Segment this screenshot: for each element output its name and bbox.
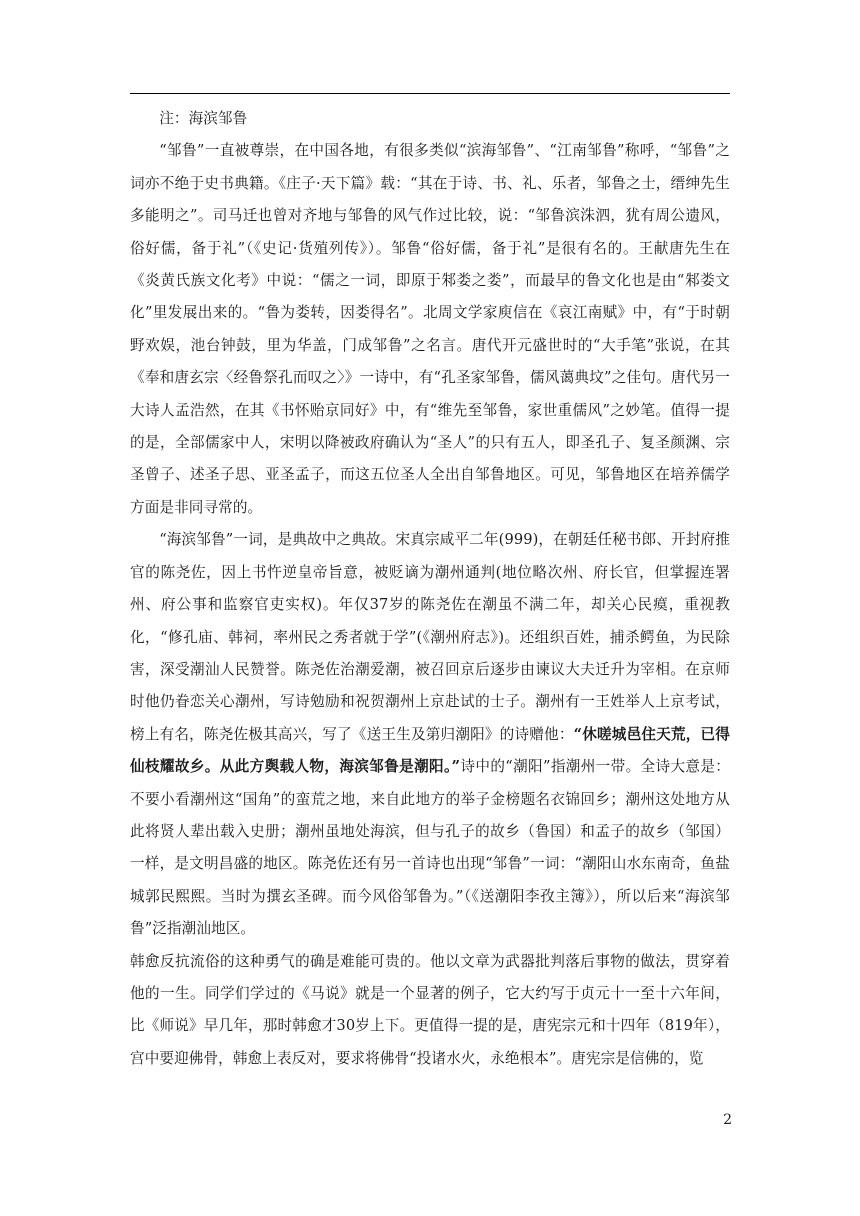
page-number: 2 (723, 1112, 732, 1128)
header-rule (130, 93, 730, 94)
paragraph-text: 诗中的“潮阳”指潮州一带。全诗大意是：不要小看潮州这“国角”的蛮荒之地，来自此地方的举子金榜题名衣锦回乡；潮州这处地方从此将贤人辈出载入史册；潮州虽地处海滨，但与孔子的故乡（鲁国）和孟子的故乡（邹国）一样，是文明昌盛的地区。陈尧佐还有另一首诗也出现“邹鲁”一词：“潮阳山水东南奇，鱼盐城郭民熙熙。当时为撰玄圣碑。而今风俗邹鲁为。”（《送潮阳李孜主簿》），所以后来“海滨邹鲁”泛指潮汕地区。 (130, 758, 730, 938)
paragraph-hanyu: 韩愈反抗流俗的这种勇气的确是难能可贵的。他以文章为武器批判落后事物的做法，贯穿着他的一生。同学们学过的《马说》就是一个显著的例子，它大约写于贞元十一至十六年间，比《师说》早几年，那时韩愈才30岁上下。更值得一提的是，唐宪宗元和十四年（819年），宫中要迎佛骨，韩愈上表反对，要求将佛骨“投诸水火，永绝根本”。唐宪宗是信佛的，览 (130, 952, 730, 1067)
poem-quote: “休嗟城邑住天荒，已得仙枝耀故乡。从此方舆载人物，海滨邹鲁是潮阳。” (130, 725, 730, 776)
paragraph-text: “海滨邹鲁”一词，是典故中之典故。宋真宗咸平二年(999)，在朝廷任秘书郎、开封府推官的陈尧佐，因上书忤逆皇帝旨意，被贬谪为潮州通判(地位略次州、府长官，但掌握连署州、府公事和监察官吏实权)。年仅37岁的陈尧佐在潮虽不满二年，却关心民瘼，重视教化，“修孔庙、韩祠，率州民之秀者就于学”(《潮州府志》)。还组织百姓，捕杀鳄鱼，为民除害，深受潮汕人民赞誉。陈尧佐治潮爱潮，被召回京后逐步由谏议大夫迁升为宰相。在京师时他仍眷恋关心潮州，写诗勉励和祝贺潮州上京赴试的士子。潮州有一王姓举人上京考试，榜上有名，陈尧佐极其高兴，写了《送王生及第归潮阳》的诗赠他： (130, 531, 730, 743)
paragraph-haibin-zoulu (130, 524, 730, 945)
body-text (130, 103, 730, 1075)
paragraph-zoulu: “邹鲁”一直被尊崇，在中国各地，有很多类似“滨海邹鲁”、“江南邹鲁”称呼，“邹鲁”之词亦不绝于史书典籍。《庄子·天下篇》载：“其在于诗、书、礼、乐者，邹鲁之士，缙绅先生多能明之”。司马迁也曾对齐地与邹鲁的风气作过比较，说：“邹鲁滨洙泗，犹有周公遗风，俗好儒，备于礼”（《史记·货殖列传》）。邹鲁“俗好儒，备于礼”是很有名的。王献唐先生在《炎黄氏族文化考》中说：“儒之一词，即原于邾娄之娄”，而最早的鲁文化也是由“邾娄文化”里发展出来的。“鲁为娄转，因娄得名”。北周文学家庾信在《哀江南赋》中，有“于时朝野欢娱，池台钟鼓，里为华盖，门成邹鲁”之名言。唐代开元盛世时的“大手笔”张说，在其《奉和唐玄宗〈经鲁祭孔而叹之〉》一诗中，有“孔圣家邹鲁，儒风蔼典坟”之佳句。唐代另一大诗人孟浩然，在其《书怀贻京同好》中，有“维先至邹鲁，家世重儒风”之妙笔。值得一提的是，全部儒家中人，宋明以降被政府确认为“圣人”的只有五人，即圣孔子、复圣颜渊、宗圣曾子、述圣子思、亚圣孟子，而这五位圣人全出自邹鲁地区。可见，邹鲁地区在培养儒学方面是非同寻常的。 (130, 142, 730, 516)
note-title: 注：海滨邹鲁 (159, 110, 248, 127)
